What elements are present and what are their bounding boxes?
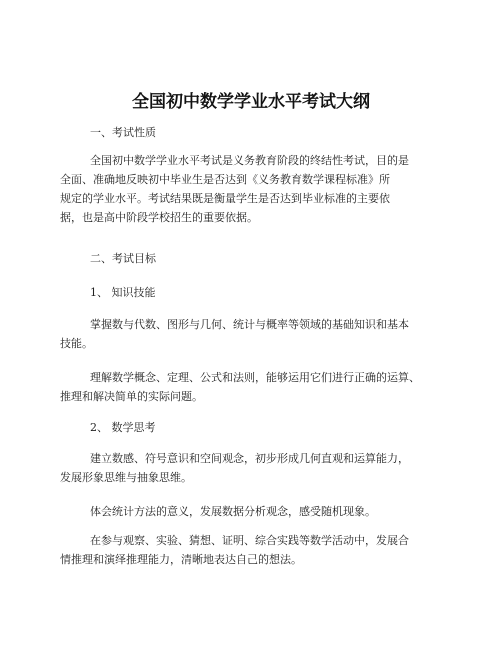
text-line: 理解数学概念、定理、公式和法则，能够运用它们进行正确的运算、 (90, 371, 420, 384)
section-heading-nature: 一、考试性质 (90, 126, 156, 139)
text-line: 发展形象思维与抽象思维。 (60, 471, 192, 484)
text-line: 推理和解决简单的实际问题。 (60, 390, 203, 403)
paragraph-thinking-statistics (60, 502, 460, 521)
document-title: 全国初中数学学业水平考试大纲 (132, 92, 370, 112)
text-line: 全国初中数学学业水平考试是义务教育阶段的终结性考试，目的是 (90, 154, 409, 167)
text-line: 情推理和演绎推理能力，清晰地表达自己的想法。 (60, 553, 302, 566)
subsection-heading-thinking: 2、 数学思考 (90, 421, 156, 434)
paragraph-exam-nature (60, 151, 460, 227)
paragraph-thinking-reasoning (60, 531, 460, 569)
text-line: 规定的学业水平。考试结果既是衡量学生是否达到毕业标准的主要依 (60, 192, 390, 205)
paragraph-thinking-sense (60, 449, 460, 487)
subsection-heading-knowledge: 1、 知识技能 (90, 286, 156, 299)
text-line: 体会统计方法的意义，发展数据分析观念，感受随机现象。 (90, 505, 376, 518)
text-line: 在参与观察、实验、猜想、证明、综合实践等数学活动中，发展合 (90, 534, 409, 547)
paragraph-knowledge-concepts (60, 368, 460, 406)
text-line: 建立数感、符号意识和空间观念，初步形成几何直观和运算能力， (90, 452, 409, 465)
text-line: 据，也是高中阶段学校招生的重要依据。 (60, 211, 258, 224)
section-heading-goals: 二、考试目标 (90, 252, 156, 265)
text-line: 掌握数与代数、图形与几何、统计与概率等领域的基础知识和基本 (90, 318, 409, 331)
paragraph-knowledge-basics (60, 315, 460, 353)
text-line: 全面、准确地反映初中毕业生是否达到《义务教育数学课程标准》所 (60, 173, 390, 186)
text-line: 技能。 (60, 337, 93, 350)
